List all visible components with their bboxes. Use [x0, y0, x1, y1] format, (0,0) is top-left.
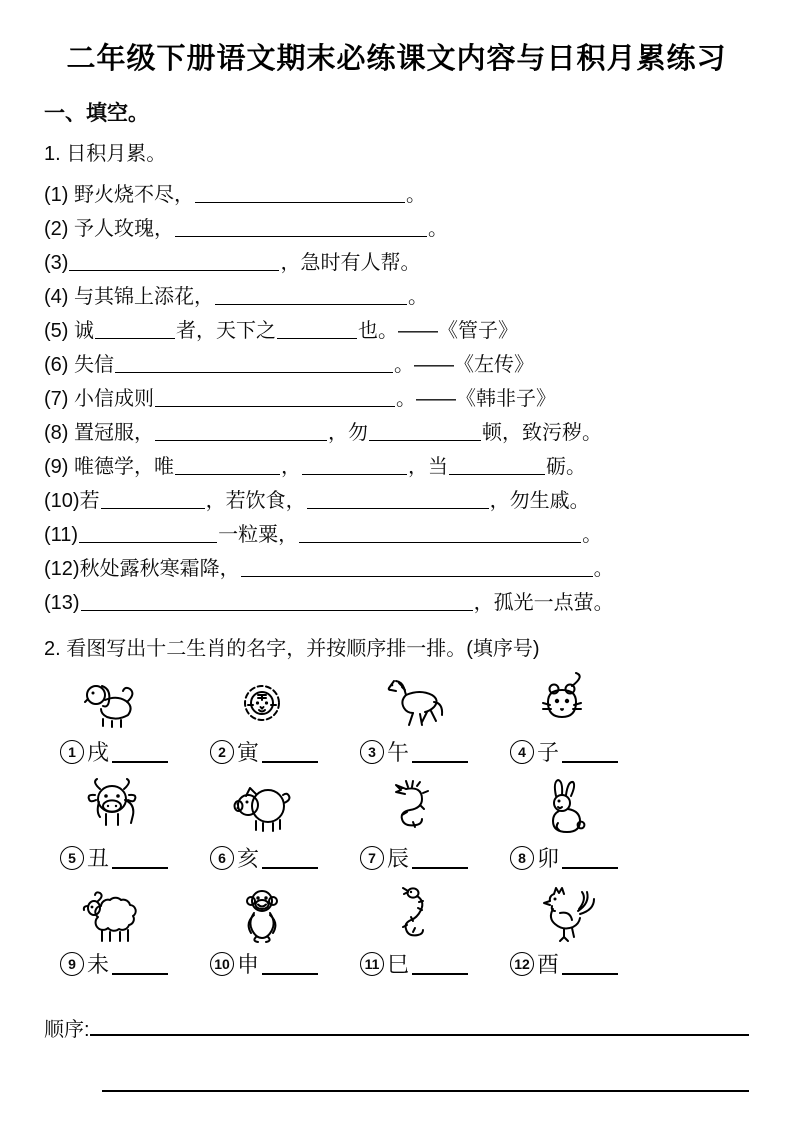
zodiac-cell-dog: [60, 665, 210, 767]
fill-in-blank: [155, 406, 395, 407]
question-text: (6) 失信: [44, 354, 114, 376]
question-text: ，孤光一点萤。: [473, 592, 614, 614]
fill-in-blank: [175, 236, 427, 237]
question-text: 。: [428, 218, 448, 240]
question-text: ，急时有人帮。: [280, 252, 421, 274]
circled-number: 12: [510, 952, 534, 976]
branch-character: 酉: [537, 952, 560, 977]
branch-character: 卯: [537, 846, 560, 871]
zodiac-cell-rat: [510, 665, 660, 767]
monkey-icon: [210, 880, 314, 946]
zodiac-label: [210, 736, 360, 767]
fill-in-blank: [101, 508, 205, 509]
circled-number: 1: [60, 740, 84, 764]
answer-blank: [562, 761, 618, 763]
question-line-10: [44, 484, 749, 518]
branch-character: 寅: [237, 740, 260, 765]
fill-in-blank: [302, 474, 407, 475]
zodiac-cell-monkey: [210, 877, 360, 979]
circled-number: 3: [360, 740, 384, 764]
zodiac-label: [510, 948, 660, 979]
question-text: (4) 与其锦上添花，: [44, 286, 214, 308]
zodiac-label: [60, 948, 210, 979]
question-text: 一粒粟，: [218, 524, 299, 546]
question-text: (5) 诚: [44, 320, 94, 342]
circled-number: 5: [60, 846, 84, 870]
question-text: (8) 置冠服，: [44, 422, 154, 444]
subsection-1-label: 1. 日积月累。: [44, 143, 167, 165]
question-text: ，勿: [328, 422, 368, 444]
fill-in-blank: [79, 542, 217, 543]
ox-icon: [60, 774, 164, 840]
fill-in-blank: [449, 474, 545, 475]
fill-in-blank: [277, 338, 357, 339]
fill-in-blank: [299, 542, 581, 543]
answer-blank: [112, 761, 168, 763]
order-label: 顺序:: [44, 1019, 90, 1041]
question-text: 砺。: [546, 456, 586, 478]
fill-in-blank: [241, 576, 593, 577]
question-line-5: [44, 314, 749, 348]
question-line-2: [44, 212, 749, 246]
question-text: (7) 小信成则: [44, 388, 154, 410]
zodiac-cell-horse: [360, 665, 510, 767]
snake-icon: [360, 880, 464, 946]
horse-icon: [360, 668, 464, 734]
question-text: (12)秋处露秋寒霜降，: [44, 558, 240, 580]
circled-number: 2: [210, 740, 234, 764]
order-answer-line-2: [102, 1076, 749, 1092]
branch-character: 子: [537, 740, 560, 765]
question-line-8: [44, 416, 749, 450]
order-answer-line-1: [90, 1020, 749, 1036]
zodiac-cell-dragon: [360, 771, 510, 873]
answer-blank: [112, 973, 168, 975]
rat-icon: [510, 668, 614, 734]
branch-character: 丑: [87, 846, 110, 871]
branch-character: 辰: [387, 846, 410, 871]
branch-character: 巳: [387, 952, 410, 977]
zodiac-label: [510, 736, 660, 767]
question-text: 。: [593, 558, 614, 580]
pig-icon: [210, 774, 314, 840]
zodiac-label: [360, 948, 510, 979]
answer-blank: [262, 973, 318, 975]
circled-number: 11: [360, 952, 384, 976]
question-text: (10)若: [44, 490, 100, 512]
subsection-2-label: 2. 看图写出十二生肖的名字，并按顺序排一排。(填序号): [44, 638, 540, 660]
question-text: 。: [406, 184, 426, 206]
question-line-13: [44, 586, 749, 620]
question-text: ，当: [408, 456, 448, 478]
page-title: 二年级下册语文期末必练课文内容与日积月累练习: [66, 43, 727, 75]
tiger-icon: [210, 668, 314, 734]
sheep-icon: [60, 880, 164, 946]
answer-blank: [262, 867, 318, 869]
zodiac-label: [210, 948, 360, 979]
zodiac-cell-rabbit: [510, 771, 660, 873]
fill-in-blank: [215, 304, 407, 305]
circled-number: 6: [210, 846, 234, 870]
question-line-9: [44, 450, 749, 484]
circled-number: 4: [510, 740, 534, 764]
rabbit-icon: [510, 774, 614, 840]
circled-number: 9: [60, 952, 84, 976]
question-text: (3): [44, 252, 69, 274]
question-text: 也。——《管子》: [358, 320, 518, 342]
zodiac-label: [210, 842, 360, 873]
circled-number: 8: [510, 846, 534, 870]
fill-in-blank: [81, 610, 473, 611]
fill-in-blank: [115, 372, 393, 373]
zodiac-label: [510, 842, 660, 873]
question-line-4: [44, 280, 749, 314]
order-row-1: [44, 1013, 749, 1042]
question-text: 顿，致污秽。: [482, 422, 602, 444]
question-line-11: [44, 518, 749, 552]
question-text: ，: [281, 456, 301, 478]
answer-blank: [412, 973, 468, 975]
question-line-1: [44, 178, 749, 212]
question-text: 。——《左传》: [394, 354, 534, 376]
answer-blank: [262, 761, 318, 763]
zodiac-cell-snake: [360, 877, 510, 979]
branch-character: 申: [237, 952, 260, 977]
zodiac-grid: [60, 665, 749, 979]
order-row-2: [44, 1076, 749, 1092]
branch-character: 午: [387, 740, 410, 765]
question-text: 者，天下之: [176, 320, 276, 342]
question-text: 。: [582, 524, 603, 546]
circled-number: 10: [210, 952, 234, 976]
zodiac-label: [360, 736, 510, 767]
branch-character: 亥: [237, 846, 260, 871]
questions-list: [44, 178, 749, 620]
zodiac-label: [60, 736, 210, 767]
zodiac-cell-tiger: [210, 665, 360, 767]
zodiac-cell-sheep: [60, 877, 210, 979]
answer-blank: [562, 973, 618, 975]
branch-character: 戌: [87, 740, 110, 765]
dog-icon: [60, 668, 164, 734]
question-line-6: [44, 348, 749, 382]
question-line-12: [44, 552, 749, 586]
question-text: (2) 予人玫瑰，: [44, 218, 174, 240]
question-text: (9) 唯德学，唯: [44, 456, 174, 478]
fill-in-blank: [307, 508, 489, 509]
section-1-heading: 一、填空。: [44, 102, 149, 125]
fill-in-blank: [69, 270, 279, 271]
question-text: (13): [44, 592, 80, 614]
question-line-7: [44, 382, 749, 416]
question-text: 。: [408, 286, 428, 308]
zodiac-label: [60, 842, 210, 873]
zodiac-label: [360, 842, 510, 873]
question-text: (11): [44, 524, 79, 546]
circled-number: 7: [360, 846, 384, 870]
question-line-3: [44, 246, 749, 280]
answer-blank: [412, 867, 468, 869]
zodiac-cell-rooster: [510, 877, 660, 979]
question-text: 。——《韩非子》: [396, 388, 556, 410]
fill-in-blank: [155, 440, 327, 441]
rooster-icon: [510, 880, 614, 946]
fill-in-blank: [195, 202, 405, 203]
answer-blank: [112, 867, 168, 869]
order-section: [44, 1013, 749, 1092]
dragon-icon: [360, 774, 464, 840]
question-text: (1) 野火烧不尽，: [44, 184, 194, 206]
answer-blank: [562, 867, 618, 869]
zodiac-cell-pig: [210, 771, 360, 873]
fill-in-blank: [369, 440, 481, 441]
question-text: ，勿生戚。: [489, 490, 590, 512]
fill-in-blank: [95, 338, 175, 339]
answer-blank: [412, 761, 468, 763]
zodiac-cell-ox: [60, 771, 210, 873]
fill-in-blank: [175, 474, 280, 475]
branch-character: 未: [87, 952, 110, 977]
question-text: ，若饮食，: [205, 490, 306, 512]
